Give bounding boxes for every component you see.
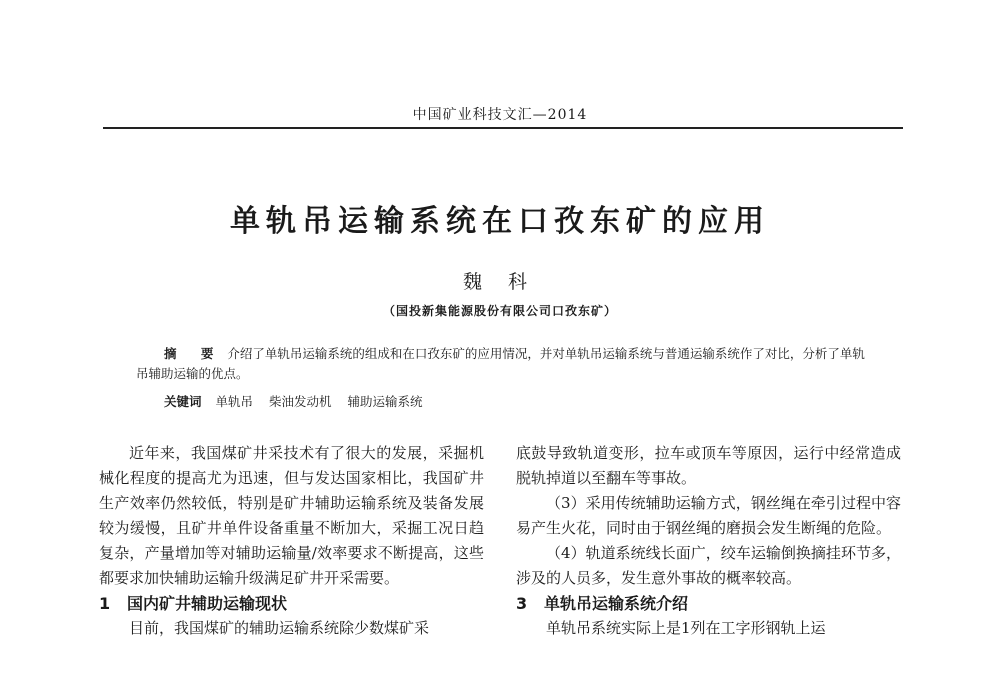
section-title: 单轨吊运输系统介绍 [544,594,689,613]
body-paragraph: 底鼓导致轨道变形，拉车或顶车等原因，运行中经常造成脱轨掉道以至翻车等事故。 [516,444,901,487]
body-paragraph: 单轨吊系统实际上是1列在工字形钢轨上运 [546,619,826,637]
keyword: 辅助运输系统 [347,394,423,409]
section-number: 1 [99,594,111,613]
keyword: 单轨吊 [215,394,254,409]
intro-paragraph: 近年来，我国煤矿井采技术有了很大的发展，采掘机械化程度的提高尤为迅速，但与发达国家相比，我国矿井生产效率仍然较低，特别是矿井辅助运输系统及装备发展较为缓慢，且矿井单件设备重量不断加大，采掘工况日趋复杂，产量增加等对辅助运输量/效率要求不断提高，这些都要求加快辅助运输升级满足矿井开采需要。 [99,444,484,587]
keyword: 柴油发动机 [269,394,332,409]
right-column [516,441,901,641]
keywords [164,392,864,412]
section-title: 国内矿井辅助运输现状 [127,594,288,613]
keywords-label: 关键词 [164,394,202,409]
article-title: 单轨吊运输系统在口孜东矿的应用 [230,204,770,239]
section-heading [99,591,484,616]
header-rule [103,127,903,129]
running-header: 中国矿业科技文汇—2014 [412,107,588,123]
abstract-text: 介绍了单轨吊运输系统的组成和在口孜东矿的应用情况，并对单轨吊运输系统与普通运输系统作了对比，分析了单轨吊辅助运输的优点。 [136,346,865,381]
section-number: 3 [516,594,528,613]
author-affiliation: （国投新集能源股份有限公司口孜东矿） [382,304,617,318]
left-column [99,441,484,641]
author-name: 魏 科 [462,271,538,293]
body-paragraph: 目前，我国煤矿的辅助运输系统除少数煤矿采 [129,619,430,637]
abstract-label: 摘 要 [164,346,224,361]
section-heading [516,591,901,616]
list-item: （3）采用传统辅助运输方式，钢丝绳在牵引过程中容易产生火花，同时由于钢丝绳的磨损会发生断绳的危险。 [516,494,901,537]
list-item: （4）轨道系统线长面广，绞车运输倒换摘挂环节多，涉及的人员多，发生意外事故的概率较高。 [516,544,901,587]
abstract [136,344,876,384]
